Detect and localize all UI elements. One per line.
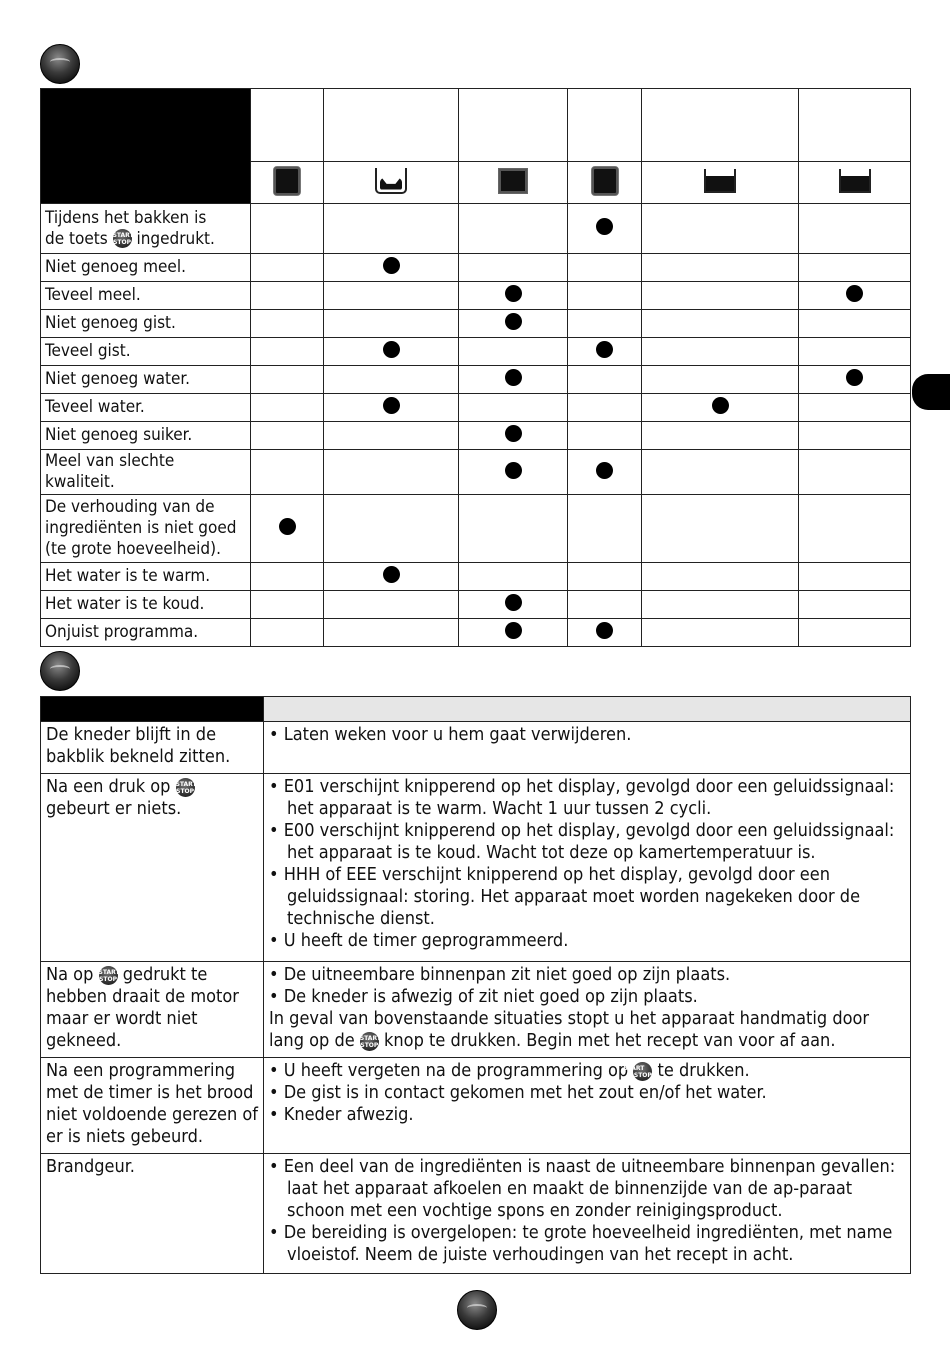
mark-cell (568, 591, 642, 619)
mark-cell (459, 394, 568, 422)
mark-cell (459, 338, 568, 366)
cause-row (41, 204, 911, 254)
mark-cell (799, 422, 911, 450)
cause-label: Teveel meel. (41, 282, 251, 310)
half-filled-icon (839, 169, 871, 193)
solution-item: • E00 verschijnt knipperend op het display, gevolgd door een geluidssignaal: het apparaat is te koud. Wacht tot deze op kamertemperatuur is. (269, 820, 905, 864)
mark-cell (642, 394, 799, 422)
solution-item: • Een deel van de ingrediënten is naast de uitneembare binnenpan gevallen: laat het apparaat afkoelen en maakt de binnenzijde van de ap-paraat schoon met een vochtige spons en zonder reinigingsproduct. (269, 1156, 905, 1222)
mark-cell (642, 310, 799, 338)
mark-cell (568, 394, 642, 422)
column-header (568, 89, 642, 162)
mark-cell (324, 563, 459, 591)
mark-cell (324, 366, 459, 394)
cause-dot-mark (383, 257, 400, 274)
mark-cell (251, 563, 324, 591)
problem-cell: Na een druk op START STOP gebeurt er niets. (41, 774, 264, 962)
cause-dot-mark (712, 397, 729, 414)
column-header (799, 89, 911, 162)
mark-cell (799, 495, 911, 563)
cause-row (41, 282, 911, 310)
cause-label: Het water is te koud. (41, 591, 251, 619)
mark-cell (642, 254, 799, 282)
cause-row (41, 254, 911, 282)
mark-cell (459, 450, 568, 495)
cause-dot-mark (505, 462, 522, 479)
mark-cell (251, 254, 324, 282)
start-stop-button-icon: START STOP (113, 229, 132, 248)
cause-label: Niet genoeg water. (41, 366, 251, 394)
cause-row (41, 310, 911, 338)
mark-cell (324, 422, 459, 450)
solution-item: • E01 verschijnt knipperend op het display, gevolgd door een geluidssignaal: het apparaat is te warm. Wacht 1 uur tussen 2 cycli. (269, 776, 905, 820)
cause-row (41, 394, 911, 422)
mark-cell (251, 495, 324, 563)
cause-dot-mark (596, 341, 613, 358)
cause-row (41, 422, 911, 450)
cause-row (41, 366, 911, 394)
cause-label: Onjuist programma. (41, 619, 251, 647)
solution-item: • Kneder afwezig. (269, 1104, 905, 1126)
mark-cell (324, 450, 459, 495)
cause-label: Niet genoeg meel. (41, 254, 251, 282)
column-header (251, 89, 324, 162)
cause-dot-mark (383, 566, 400, 583)
cause-dot-mark (279, 518, 296, 535)
cause-dot-mark (383, 341, 400, 358)
mark-cell (799, 394, 911, 422)
mark-cell (799, 338, 911, 366)
solution-item: • HHH of EEE verschijnt knipperend op het display, gevolgd door een geluidssignaal: storing. Het apparaat moet worden nagekeken door de technische dienst. (269, 864, 905, 930)
mark-cell (251, 204, 324, 254)
column-header (642, 89, 799, 162)
cause-dot-mark (596, 462, 613, 479)
cause-label: Teveel gist. (41, 338, 251, 366)
cause-row (41, 591, 911, 619)
problem-cell: Na een programmering met de timer is het brood niet voldoende gerezen of er is niets gebeurd. (41, 1058, 264, 1154)
cause-label: Tijdens het bakken is de toets START STOP ingedrukt. (41, 204, 251, 254)
cause-label: De verhouding van de ingrediënten is niet goed (te grote hoeveelheid). (41, 495, 251, 563)
mark-cell (568, 619, 642, 647)
cause-row (41, 450, 911, 495)
mark-cell (251, 422, 324, 450)
problem-cell: De kneder blijft in de bakblik bekneld zitten. (41, 722, 264, 774)
collapsed-top-icon (375, 168, 407, 194)
mark-cell (324, 282, 459, 310)
mark-cell (568, 282, 642, 310)
cause-dot-mark (596, 218, 613, 235)
mark-cell (459, 422, 568, 450)
mark-cell (799, 204, 911, 254)
mark-cell (642, 495, 799, 563)
mark-cell (642, 591, 799, 619)
mark-cell (251, 366, 324, 394)
mark-cell (251, 591, 324, 619)
cause-dot-mark (846, 285, 863, 302)
solution-item: • Laten weken voor u hem gaat verwijderen. (269, 724, 905, 746)
mark-cell (799, 619, 911, 647)
mark-cell (642, 366, 799, 394)
start-stop-button-icon: START STOP (176, 778, 195, 797)
mark-cell (799, 591, 911, 619)
column-header (324, 89, 459, 162)
solution-cell (264, 722, 911, 774)
cause-dot-mark (383, 397, 400, 414)
mark-cell (324, 254, 459, 282)
cause-row (41, 619, 911, 647)
mark-cell (251, 619, 324, 647)
mark-cell (251, 310, 324, 338)
solution-item: • U heeft vergeten na de programmering op START STOP te drukken. (269, 1060, 905, 1082)
mark-cell (568, 366, 642, 394)
solution-item: • De uitneembare binnenpan zit niet goed op zijn plaats. (269, 964, 905, 986)
cause-table (40, 88, 911, 647)
mark-cell (459, 204, 568, 254)
mark-cell (642, 422, 799, 450)
cause-row (41, 338, 911, 366)
mark-cell (799, 366, 911, 394)
mark-cell (642, 338, 799, 366)
mark-cell (251, 450, 324, 495)
mark-cell (324, 591, 459, 619)
mark-cell (459, 282, 568, 310)
mark-cell (642, 204, 799, 254)
mark-cell (642, 563, 799, 591)
solution-cell (264, 1154, 911, 1274)
mark-cell (324, 495, 459, 563)
solution-note: In geval van bovenstaande situaties stopt u het apparaat handmatig door lang op de START STOP knop te drukken. Begin met het recept van voor af aan. (269, 1008, 870, 1051)
solution-column-header (264, 697, 911, 722)
mark-cell (251, 338, 324, 366)
cause-dot-mark (846, 369, 863, 386)
mark-cell (568, 204, 642, 254)
cause-dot-mark (505, 622, 522, 639)
mark-cell (568, 450, 642, 495)
cause-label: Niet genoeg gist. (41, 310, 251, 338)
mark-cell (459, 310, 568, 338)
cause-row (41, 495, 911, 563)
mark-cell (568, 310, 642, 338)
column-header (459, 89, 568, 162)
mark-cell (459, 366, 568, 394)
start-stop-button-icon: START STOP (633, 1062, 652, 1081)
cause-dot-mark (505, 369, 522, 386)
troubleshooting-table (40, 696, 911, 1274)
full-box-icon (273, 166, 301, 196)
solution-item: • U heeft de timer geprogrammeerd. (269, 930, 905, 952)
mark-cell (459, 254, 568, 282)
solution-cell (264, 962, 911, 1058)
dense-box-icon (498, 168, 528, 194)
cause-dot-mark (505, 425, 522, 442)
cause-label: Teveel water. (41, 394, 251, 422)
mark-cell (568, 422, 642, 450)
start-stop-button-icon: START STOP (99, 966, 118, 985)
solution-cell (264, 774, 911, 962)
solution-cell (264, 1058, 911, 1154)
mark-cell (251, 282, 324, 310)
solution-item: • De bereiding is overgelopen: te grote hoeveelheid ingrediënten, met name vloeistof. Neem de juiste verhoudingen van het recept in acht. (269, 1222, 905, 1266)
start-stop-button-icon: START STOP (360, 1032, 379, 1051)
solution-item: • De gist is in contact gekomen met het zout en/of het water. (269, 1082, 905, 1104)
mark-cell (324, 619, 459, 647)
mark-cell (799, 310, 911, 338)
cause-dot-mark (505, 594, 522, 611)
section-orb-icon (40, 651, 80, 691)
mark-cell (324, 204, 459, 254)
section-orb-icon (40, 44, 80, 84)
solution-item: • De kneder is afwezig of zit niet goed op zijn plaats. (269, 986, 905, 1008)
mark-cell (642, 619, 799, 647)
corner-header (41, 89, 251, 204)
cause-label: Niet genoeg suiker. (41, 422, 251, 450)
mark-cell (799, 254, 911, 282)
mark-cell (568, 495, 642, 563)
mark-cell (799, 282, 911, 310)
cause-dot-mark (505, 285, 522, 302)
mark-cell (459, 619, 568, 647)
mark-cell (459, 495, 568, 563)
mark-cell (568, 338, 642, 366)
problem-cell: Brandgeur. (41, 1154, 264, 1274)
mark-cell (568, 563, 642, 591)
mark-cell (799, 563, 911, 591)
mark-cell (324, 338, 459, 366)
cause-label: Het water is te warm. (41, 563, 251, 591)
mark-cell (324, 310, 459, 338)
mark-cell (568, 254, 642, 282)
mark-cell (799, 450, 911, 495)
mark-cell (459, 563, 568, 591)
side-tab-marker (912, 374, 950, 410)
cause-dot-mark (505, 313, 522, 330)
mark-cell (251, 394, 324, 422)
mark-cell (642, 282, 799, 310)
cause-dot-mark (596, 622, 613, 639)
problem-cell: Na op START STOP gedrukt te hebben draait de motor maar er wordt niet gekneed. (41, 962, 264, 1058)
mark-cell (642, 450, 799, 495)
mark-cell (324, 394, 459, 422)
problem-column-header (41, 697, 264, 722)
cause-label: Meel van slechte kwaliteit. (41, 450, 251, 495)
full-box-icon (591, 166, 619, 196)
page-orb-icon (457, 1290, 497, 1330)
half-filled-icon (704, 169, 736, 193)
cause-row (41, 563, 911, 591)
mark-cell (459, 591, 568, 619)
